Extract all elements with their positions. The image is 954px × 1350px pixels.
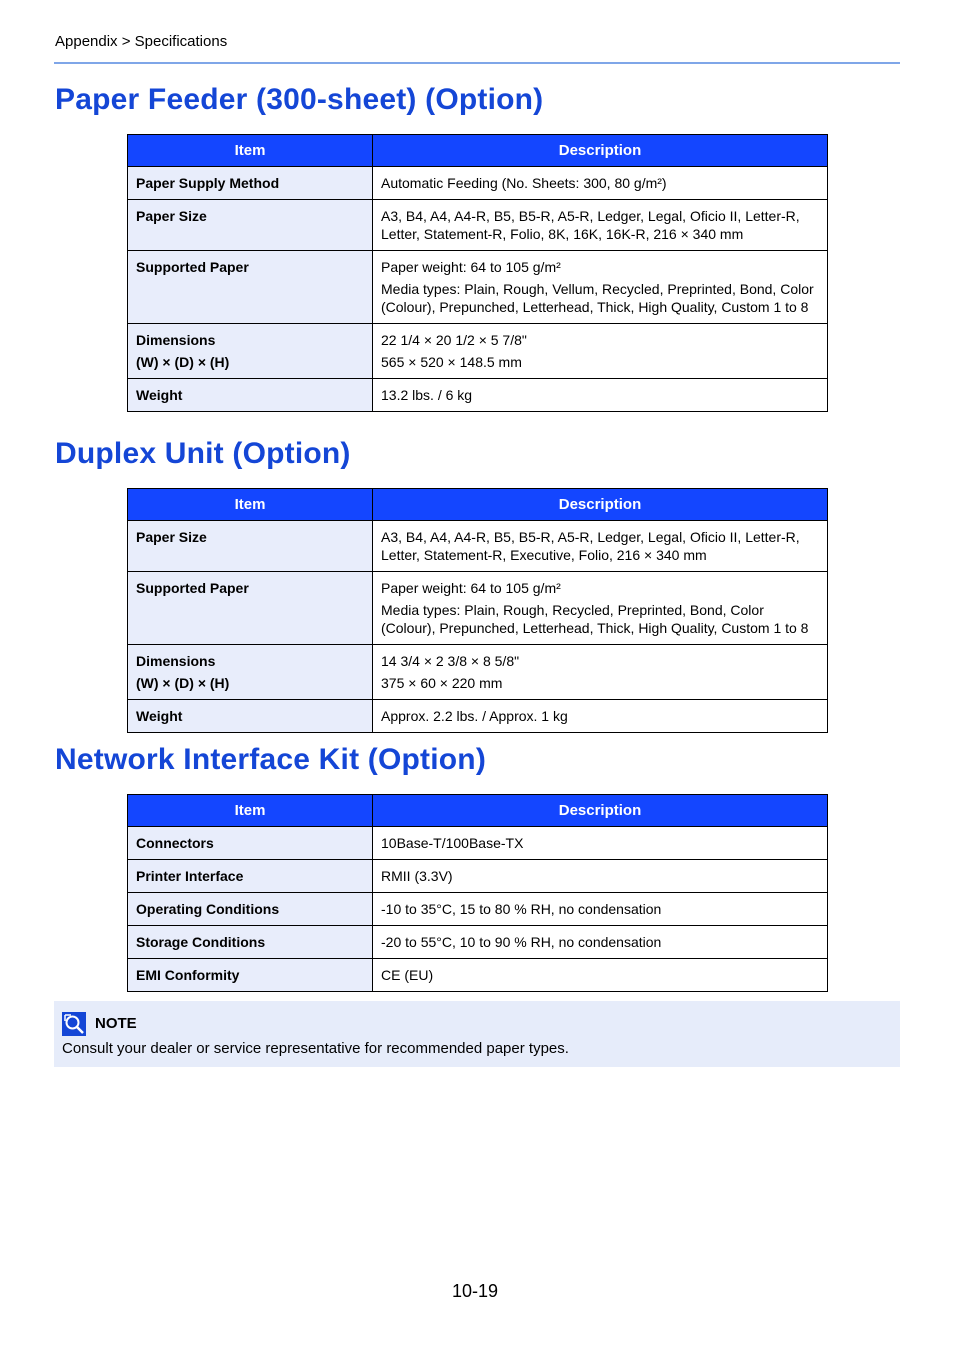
description-text: A3, B4, A4, A4-R, B5, B5-R, A5-R, Ledger, Legal, Oficio II, Letter-R, Letter, Statement-R, Folio, 8K, 16K, 16K-R, 216 × 340 mm [381,208,800,242]
description-text: -10 to 35°C, 15 to 80 % RH, no condensation [381,901,662,917]
row-item-cell [128,645,373,700]
description-text: RMII (3.3V) [381,868,453,884]
table-row [128,379,828,412]
row-item-cell [128,926,373,959]
row-item-cell [128,167,373,200]
row-description-cell [373,860,828,893]
description-text: Automatic Feeding (No. Sheets: 300, 80 g/m²) [381,175,667,191]
table-row [128,521,828,572]
description-text: 10Base-T/100Base-TX [381,835,524,851]
row-description-cell [373,572,828,645]
header-divider [54,62,900,64]
description-text: 375 × 60 × 220 mm [381,675,503,691]
description-text: Paper weight: 64 to 105 g/m² [381,580,561,596]
item-text: Supported Paper [136,259,249,275]
item-text: Storage Conditions [136,934,266,950]
row-description-cell [373,926,828,959]
table-row [128,324,828,379]
note-label: NOTE [95,1015,137,1032]
row-item-cell [128,893,373,926]
description-text: A3, B4, A4, A4-R, B5, B5-R, A5-R, Ledger, Legal, Oficio II, Letter-R, Letter, Statement-R, Executive, Folio, 216 × 340 mm [381,529,800,563]
description-text: Media types: Plain, Rough, Recycled, Preprinted, Bond, Color (Colour), Prepunched, Letterhead, Thick, High Quality, Custom 1 to 8 [381,602,809,636]
section-title-paper-feeder: Paper Feeder (300-sheet) (Option) [55,83,544,116]
column-header-item: Item [128,135,373,167]
row-item-cell [128,700,373,733]
item-text: EMI Conformity [136,967,240,983]
table-row [128,251,828,324]
table-row [128,167,828,200]
table-row [128,926,828,959]
item-text: Weight [136,387,183,403]
spec-table-paper-feeder [127,134,828,412]
row-item-cell [128,827,373,860]
description-text: 565 × 520 × 148.5 mm [381,354,522,370]
table-row [128,827,828,860]
column-header-description: Description [373,489,828,521]
item-text: Operating Conditions [136,901,280,917]
row-item-cell [128,251,373,324]
row-item-cell [128,959,373,992]
section-title-network-interface-kit: Network Interface Kit (Option) [55,743,487,776]
description-text: -20 to 55°C, 10 to 90 % RH, no condensation [381,934,662,950]
row-item-cell [128,324,373,379]
description-text: 13.2 lbs. / 6 kg [381,387,473,403]
item-text: Printer Interface [136,868,244,884]
table-header-row [128,795,828,827]
breadcrumb: Appendix > Specifications [55,33,228,50]
description-text: CE (EU) [381,967,434,983]
item-text: Dimensions [136,332,216,348]
row-item-cell [128,521,373,572]
row-description-cell [373,200,828,251]
item-text: (W) × (D) × (H) [136,354,230,370]
page-number: 10-19 [452,1281,499,1301]
note-box [54,1001,900,1067]
row-description-cell [373,959,828,992]
item-text: Paper Size [136,208,207,224]
row-item-cell [128,572,373,645]
spec-table-network-interface-kit [127,794,828,992]
item-text: Weight [136,708,183,724]
table-row [128,645,828,700]
item-text: Connectors [136,835,214,851]
note-icon [62,1012,86,1036]
column-header-item: Item [128,489,373,521]
table-row [128,959,828,992]
row-item-cell [128,860,373,893]
table-row [128,200,828,251]
description-text: Paper weight: 64 to 105 g/m² [381,259,561,275]
table-row [128,893,828,926]
row-item-cell [128,379,373,412]
row-description-cell [373,827,828,860]
item-text: (W) × (D) × (H) [136,675,230,691]
table-row [128,700,828,733]
description-text: 14 3/4 × 2 3/8 × 8 5/8" [381,653,520,669]
row-description-cell [373,167,828,200]
row-description-cell [373,324,828,379]
spec-table-duplex-unit [127,488,828,733]
item-text: Paper Supply Method [136,175,280,191]
row-description-cell [373,251,828,324]
description-text: 22 1/4 × 20 1/2 × 5 7/8" [381,332,527,348]
note-text: Consult your dealer or service representative for recommended paper types. [62,1040,569,1057]
row-description-cell [373,700,828,733]
item-text: Paper Size [136,529,207,545]
table-row [128,572,828,645]
table-header-row [128,489,828,521]
table-row [128,860,828,893]
column-header-description: Description [373,135,828,167]
row-description-cell [373,379,828,412]
row-description-cell [373,645,828,700]
row-description-cell [373,521,828,572]
row-description-cell [373,893,828,926]
item-text: Supported Paper [136,580,249,596]
row-item-cell [128,200,373,251]
column-header-description: Description [373,795,828,827]
item-text: Dimensions [136,653,216,669]
table-header-row [128,135,828,167]
description-text: Media types: Plain, Rough, Vellum, Recycled, Preprinted, Bond, Color (Colour), Prepunched, Letterhead, Thick, High Quality, Custom 1 to 8 [381,281,814,315]
section-title-duplex-unit: Duplex Unit (Option) [55,437,351,470]
column-header-item: Item [128,795,373,827]
description-text: Approx. 2.2 lbs. / Approx. 1 kg [381,708,568,724]
